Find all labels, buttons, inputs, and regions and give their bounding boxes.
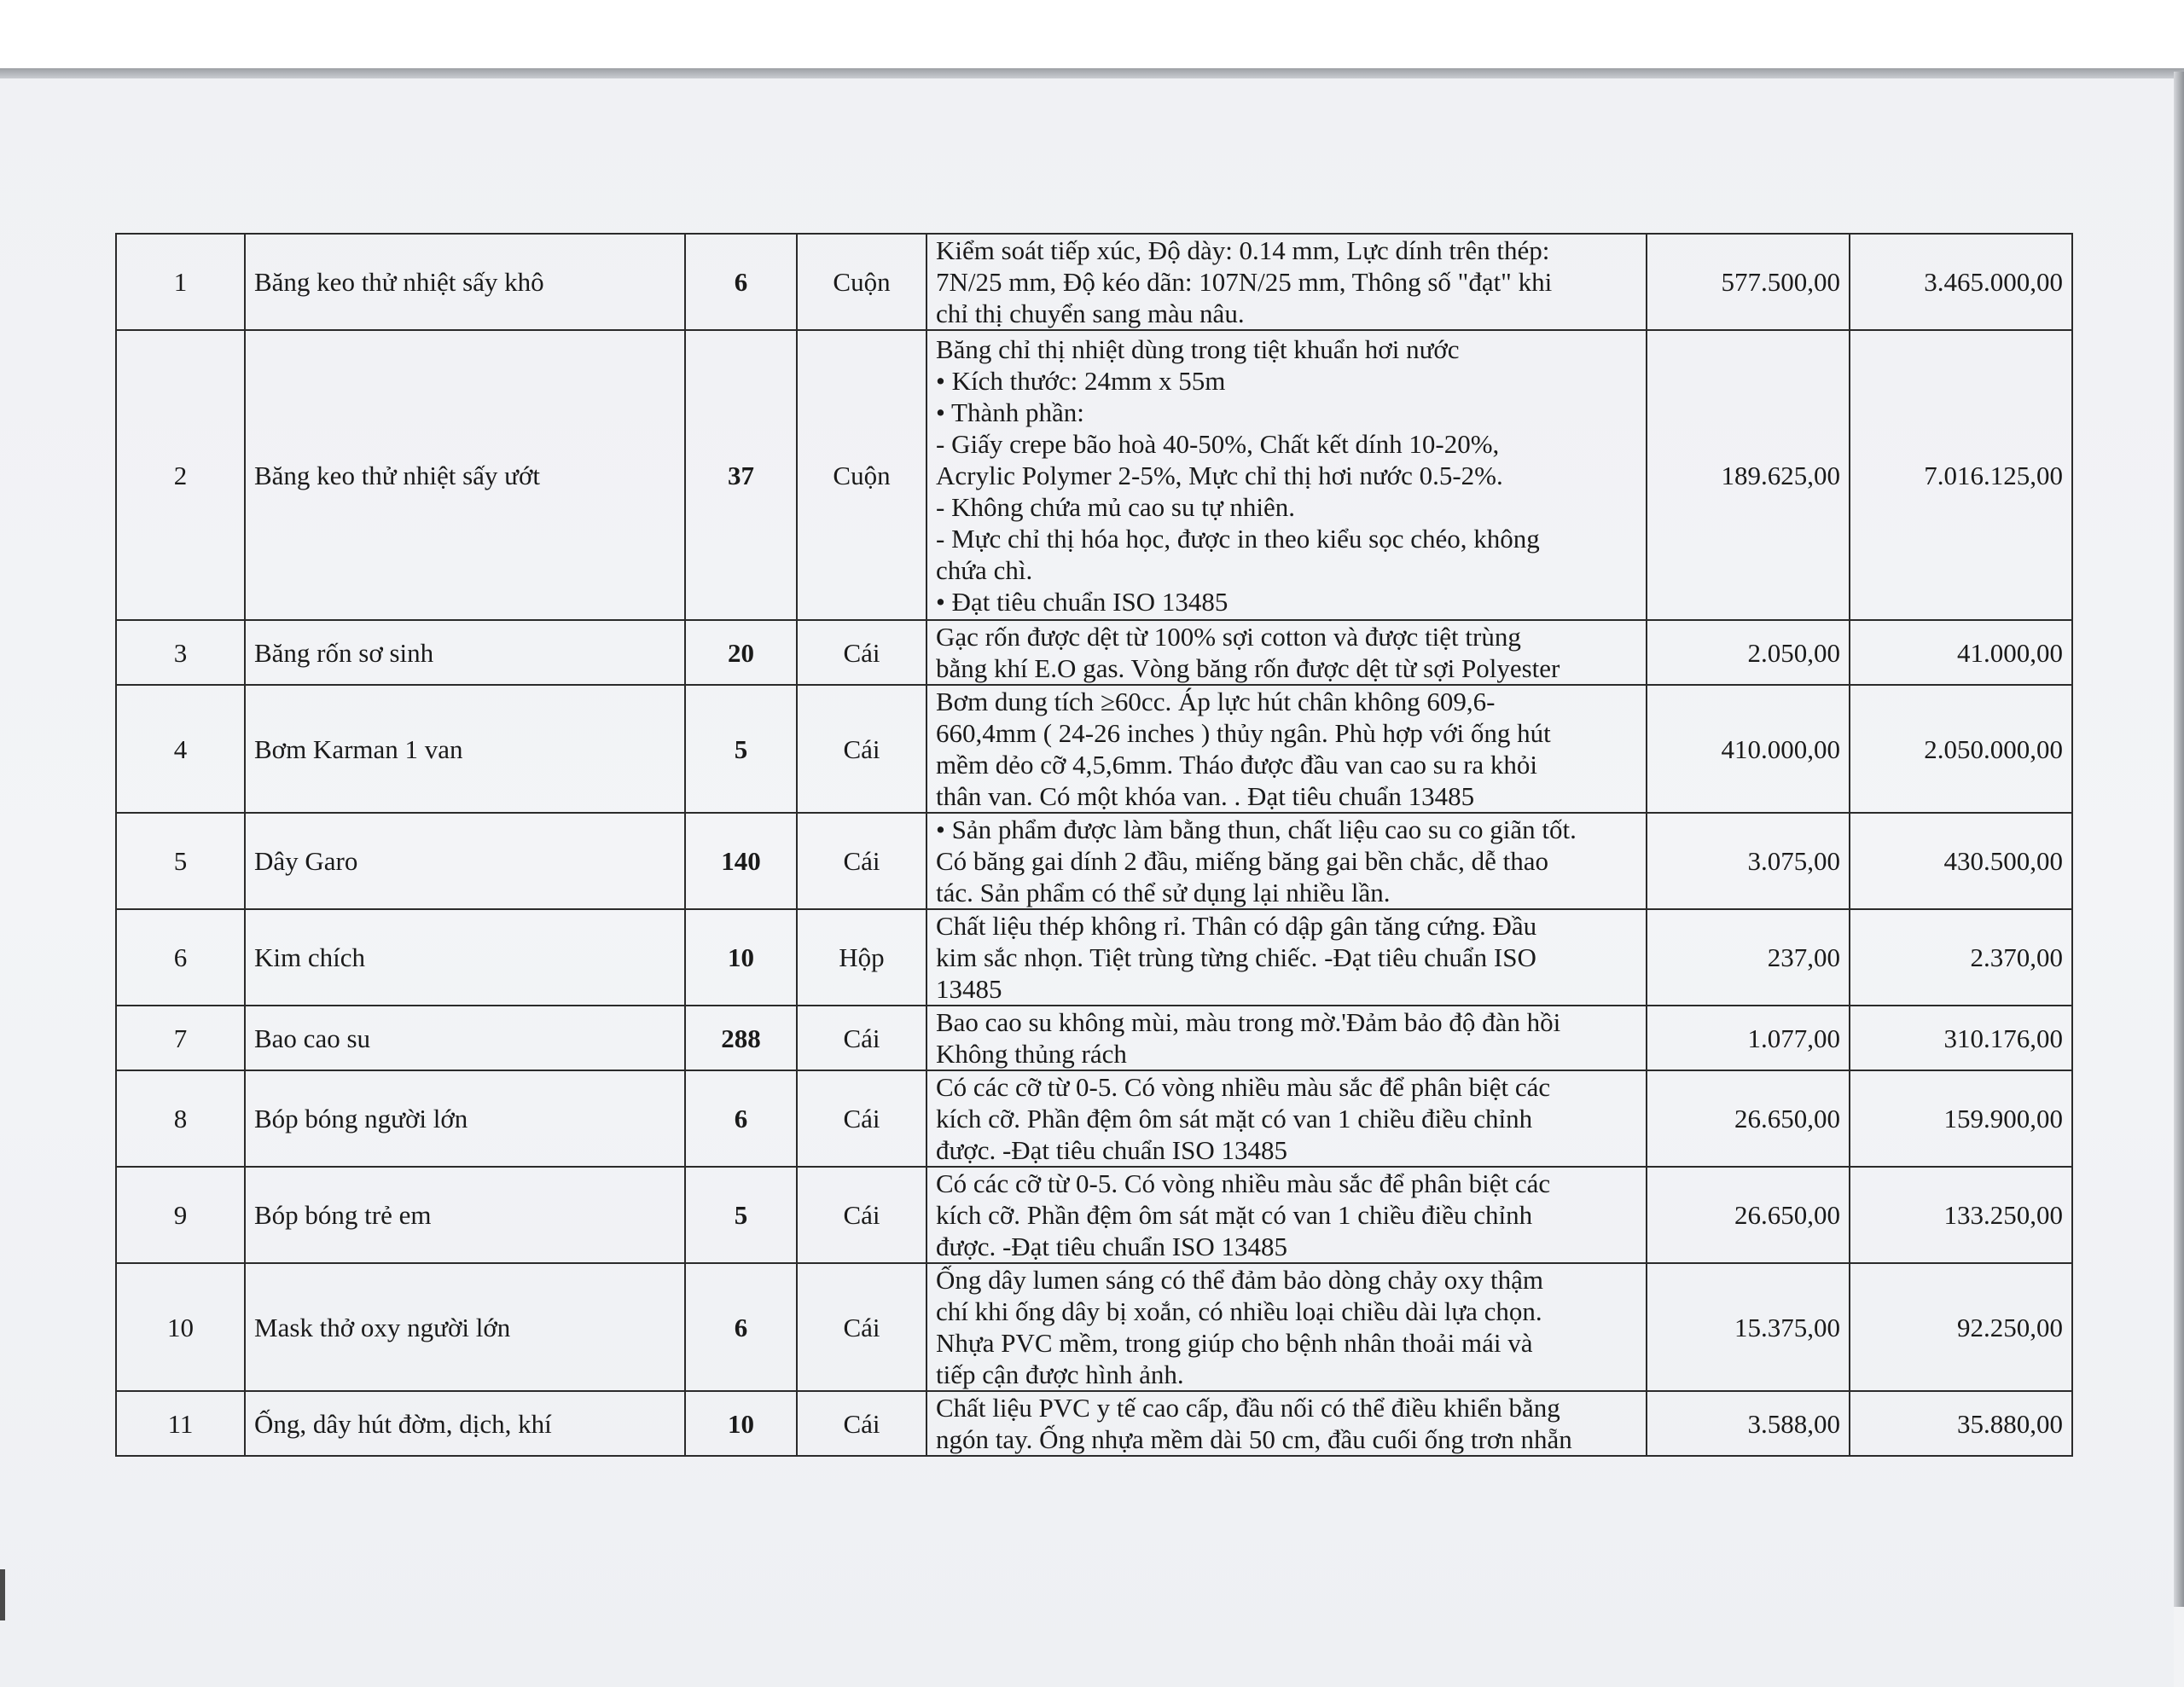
item-unit-price: 26.650,00: [1647, 1070, 1850, 1167]
item-unit: Cái: [797, 813, 926, 909]
items-table-body: [116, 234, 2072, 1456]
item-description: [926, 620, 1647, 685]
item-name: Mask thở oxy người lớn: [245, 1263, 685, 1391]
item-total: 41.000,00: [1850, 620, 2072, 685]
item-name: Bóp bóng trẻ em: [245, 1167, 685, 1263]
description-line: Bao cao su không mùi, màu trong mờ.'Đảm bảo độ đàn hồi: [936, 1007, 1561, 1037]
item-total: 430.500,00: [1850, 813, 2072, 909]
item-unit: Cái: [797, 685, 926, 813]
item-description: [926, 813, 1647, 909]
table-row: [116, 234, 2072, 330]
description-line: Gạc rốn được dệt từ 100% sợi cotton và được tiệt trùng: [936, 622, 1521, 652]
description-line: 13485: [936, 974, 1002, 1004]
description-line: được. -Đạt tiêu chuẩn ISO 13485: [936, 1232, 1287, 1261]
description-line: Chất liệu thép không rỉ. Thân có dập gân tăng cứng. Đầu: [936, 911, 1537, 941]
item-name: Băng rốn sơ sinh: [245, 620, 685, 685]
description-line: Không thủng rách: [936, 1039, 1127, 1069]
item-unit-price: 577.500,00: [1647, 234, 1850, 330]
item-quantity: 288: [685, 1006, 797, 1070]
description-line: - Giấy crepe bão hoà 40-50%, Chất kết dính 10-20%,: [936, 428, 1500, 459]
item-description: [926, 1263, 1647, 1391]
description-line: thân van. Có một khóa van. . Đạt tiêu chuẩn 13485: [936, 781, 1475, 811]
table-row: [116, 1167, 2072, 1263]
item-quantity: 10: [685, 1391, 797, 1456]
description-line: • Kích thước: 24mm x 55m: [936, 365, 1226, 396]
item-quantity: 5: [685, 1167, 797, 1263]
scan-left-edge: [0, 1569, 5, 1620]
item-unit-price: 1.077,00: [1647, 1006, 1850, 1070]
item-name: Bơm Karman 1 van: [245, 685, 685, 813]
item-number: 2: [116, 330, 245, 620]
description-line: • Thành phần:: [936, 397, 1084, 427]
item-name: Bao cao su: [245, 1006, 685, 1070]
item-total: 2.370,00: [1850, 909, 2072, 1006]
item-total: 3.465.000,00: [1850, 234, 2072, 330]
item-unit: Cái: [797, 620, 926, 685]
description-line: kích cỡ. Phần đệm ôm sát mặt có van 1 chiều điều chỉnh: [936, 1104, 1533, 1133]
item-total: 133.250,00: [1850, 1167, 2072, 1263]
item-total: 2.050.000,00: [1850, 685, 2072, 813]
scan-top-band: [0, 0, 2184, 72]
item-total: 310.176,00: [1850, 1006, 2072, 1070]
description-line: tiếp cận được hình ảnh.: [936, 1359, 1184, 1389]
item-number: 1: [116, 234, 245, 330]
description-line: kim sắc nhọn. Tiệt trùng từng chiếc. -Đạt tiêu chuẩn ISO: [936, 942, 1536, 972]
item-unit: Cuộn: [797, 330, 926, 620]
table-row: [116, 1391, 2072, 1456]
item-unit: Hộp: [797, 909, 926, 1006]
scan-top-edge: [0, 68, 2184, 78]
description-line: Băng chỉ thị nhiệt dùng trong tiệt khuẩn hơi nước: [936, 333, 1460, 364]
description-line: Acrylic Polymer 2-5%, Mực chỉ thị hơi nước 0.5-2%.: [936, 460, 1503, 490]
table-row: [116, 1070, 2072, 1167]
description-line: • Sản phẩm được làm bằng thun, chất liệu cao su co giãn tốt.: [936, 815, 1577, 844]
item-description: [926, 1391, 1647, 1456]
item-number: 10: [116, 1263, 245, 1391]
item-total: 92.250,00: [1850, 1263, 2072, 1391]
item-total: 35.880,00: [1850, 1391, 2072, 1456]
table-row: [116, 909, 2072, 1006]
table-row: [116, 813, 2072, 909]
description-line: được. -Đạt tiêu chuẩn ISO 13485: [936, 1135, 1287, 1165]
item-description: [926, 1167, 1647, 1263]
item-number: 8: [116, 1070, 245, 1167]
item-number: 5: [116, 813, 245, 909]
item-total: 7.016.125,00: [1850, 330, 2072, 620]
description-line: Ống dây lumen sáng có thể đảm bảo dòng chảy oxy thậm: [936, 1265, 1543, 1295]
table-row: [116, 620, 2072, 685]
item-description: [926, 1070, 1647, 1167]
description-line: 660,4mm ( 24-26 inches ) thủy ngân. Phù hợp với ống hút: [936, 718, 1551, 748]
description-line: Chất liệu PVC y tế cao cấp, đầu nối có thể điều khiển bằng: [936, 1393, 1560, 1423]
item-number: 3: [116, 620, 245, 685]
description-line: Có các cỡ từ 0-5. Có vòng nhiều màu sắc để phân biệt các: [936, 1168, 1551, 1198]
item-number: 6: [116, 909, 245, 1006]
item-number: 11: [116, 1391, 245, 1456]
item-name: Dây Garo: [245, 813, 685, 909]
item-description: [926, 234, 1647, 330]
item-unit-price: 410.000,00: [1647, 685, 1850, 813]
item-name: Kim chích: [245, 909, 685, 1006]
item-quantity: 6: [685, 1070, 797, 1167]
description-line: - Không chứa mủ cao su tự nhiên.: [936, 491, 1296, 522]
table-row: [116, 1006, 2072, 1070]
item-total: 159.900,00: [1850, 1070, 2072, 1167]
description-line: Bơm dung tích ≥60cc. Áp lực hút chân không 609,6-: [936, 687, 1496, 716]
item-description: [926, 1006, 1647, 1070]
description-line: bằng khí E.O gas. Vòng băng rốn được dệt từ sợi Polyester: [936, 653, 1560, 683]
item-name: Bóp bóng người lớn: [245, 1070, 685, 1167]
item-description: [926, 330, 1647, 620]
item-unit-price: 3.588,00: [1647, 1391, 1850, 1456]
item-unit-price: 3.075,00: [1647, 813, 1850, 909]
item-number: 4: [116, 685, 245, 813]
item-quantity: 10: [685, 909, 797, 1006]
item-name: Ống, dây hút đờm, dịch, khí: [245, 1391, 685, 1456]
description-line: Nhựa PVC mềm, trong giúp cho bệnh nhân thoải mái và: [936, 1328, 1533, 1358]
description-line: chứa chì.: [936, 554, 1033, 585]
table-row: [116, 330, 2072, 620]
item-name: Băng keo thử nhiệt sấy ướt: [245, 330, 685, 620]
item-quantity: 6: [685, 234, 797, 330]
description-line: Có băng gai dính 2 đầu, miếng băng gai bền chắc, dễ thao: [936, 846, 1548, 876]
item-number: 7: [116, 1006, 245, 1070]
description-line: mềm dẻo cỡ 4,5,6mm. Tháo được đầu van cao su ra khỏi: [936, 750, 1538, 780]
item-unit: Cái: [797, 1006, 926, 1070]
description-line: Có các cỡ từ 0-5. Có vòng nhiều màu sắc để phân biệt các: [936, 1072, 1551, 1102]
description-line: chỉ thị chuyển sang màu nâu.: [936, 299, 1245, 328]
item-quantity: 20: [685, 620, 797, 685]
item-quantity: 140: [685, 813, 797, 909]
item-unit: Cái: [797, 1263, 926, 1391]
items-table: [115, 233, 2073, 1457]
item-unit-price: 26.650,00: [1647, 1167, 1850, 1263]
item-unit: Cái: [797, 1391, 926, 1456]
description-line: ngón tay. Ống nhựa mềm dài 50 cm, đầu cuối ống trơn nhẵn: [936, 1424, 1572, 1454]
item-unit-price: 15.375,00: [1647, 1263, 1850, 1391]
table-row: [116, 1263, 2072, 1391]
item-unit-price: 237,00: [1647, 909, 1850, 1006]
description-line: kích cỡ. Phần đệm ôm sát mặt có van 1 chiều điều chỉnh: [936, 1200, 1533, 1230]
description-line: • Đạt tiêu chuẩn ISO 13485: [936, 586, 1228, 617]
item-quantity: 6: [685, 1263, 797, 1391]
item-quantity: 37: [685, 330, 797, 620]
item-quantity: 5: [685, 685, 797, 813]
table-row: [116, 685, 2072, 813]
item-unit: Cái: [797, 1070, 926, 1167]
description-line: Kiểm soát tiếp xúc, Độ dày: 0.14 mm, Lực dính trên thép:: [936, 235, 1550, 265]
item-unit-price: 2.050,00: [1647, 620, 1850, 685]
description-line: - Mực chỉ thị hóa học, được in theo kiểu sọc chéo, không: [936, 523, 1540, 554]
description-line: chí khi ống dây bị xoắn, có nhiều loại chiều dài lựa chọn.: [936, 1296, 1542, 1326]
item-unit: Cái: [797, 1167, 926, 1263]
scan-right-edge: [2174, 72, 2184, 1607]
item-unit: Cuộn: [797, 234, 926, 330]
description-line: 7N/25 mm, Độ kéo dãn: 107N/25 mm, Thông số "đạt" khi: [936, 267, 1553, 297]
item-number: 9: [116, 1167, 245, 1263]
item-description: [926, 685, 1647, 813]
item-name: Băng keo thử nhiệt sấy khô: [245, 234, 685, 330]
item-unit-price: 189.625,00: [1647, 330, 1850, 620]
description-line: tác. Sản phẩm có thể sử dụng lại nhiều lần.: [936, 878, 1391, 907]
item-description: [926, 909, 1647, 1006]
